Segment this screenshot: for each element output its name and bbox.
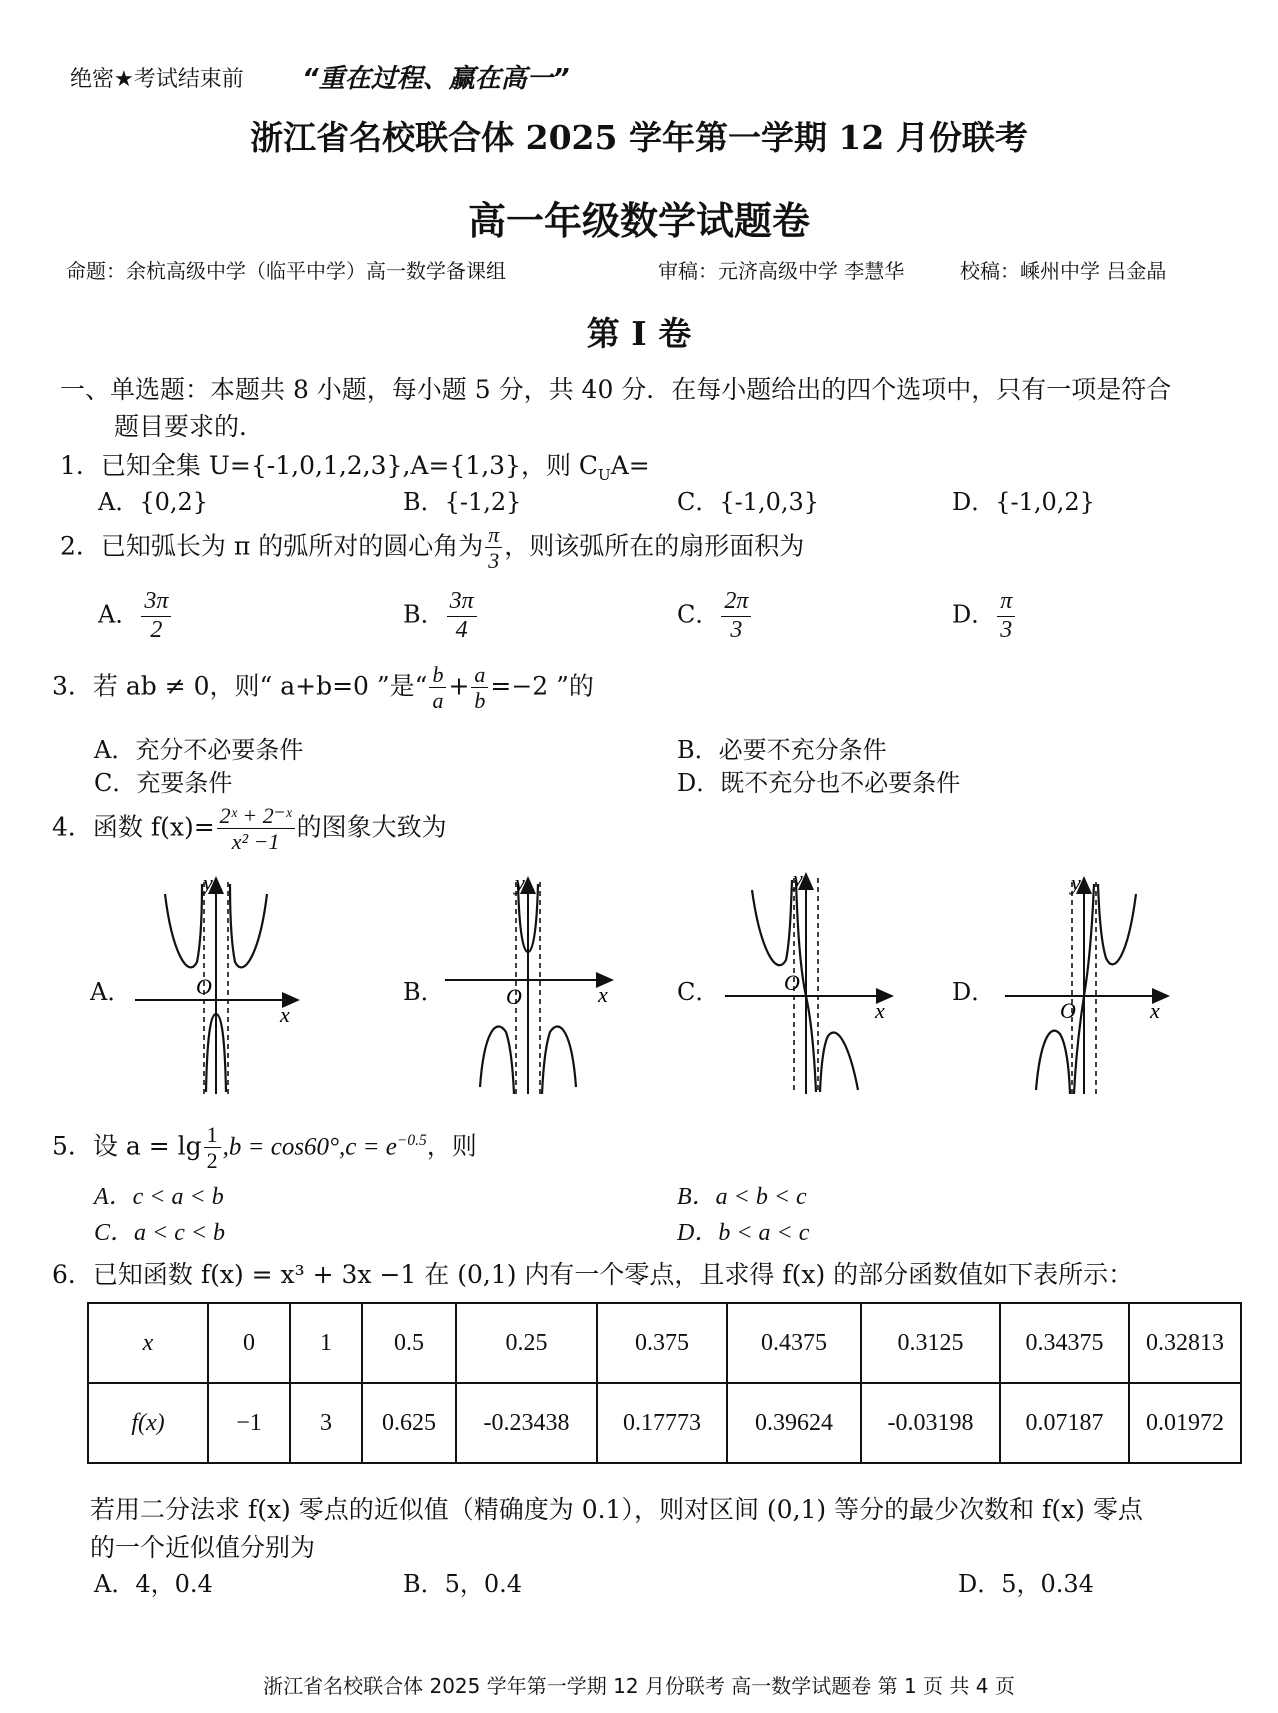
q2-option-a: A． $\frac{3\pi}{2}$ bbox=[98, 588, 173, 644]
q2-option-b: B． $\frac{3\pi}{4}$ bbox=[403, 588, 479, 644]
table-cell: 0.01972 bbox=[1129, 1383, 1241, 1463]
origin-label: O bbox=[1060, 998, 1076, 1023]
credit-mingti: 命题：余杭高级中学（临平中学）高一数学备课组 bbox=[66, 259, 506, 283]
q3-stem: 3．若 ab ≠ 0，则“ a+b=0 ”是“ $\frac{b}{a}$ + $\frac{a}{b}$ =−2 ”的 bbox=[52, 662, 594, 714]
origin-label: O bbox=[196, 974, 212, 999]
page-footer: 浙江省名校联合体 2025 学年第一学期 12 月份联考 高一数学试题卷 第 1 页 共 4 页 bbox=[263, 1674, 1015, 1698]
table-cell: 0.39624 bbox=[727, 1383, 861, 1463]
table-row-fx bbox=[88, 1383, 1241, 1463]
q6-follow-up-cont: 的一个近似值分别为 bbox=[90, 1533, 316, 1562]
q6-option-a: A．4，0.4 bbox=[94, 1570, 213, 1598]
table-cell: 0.32813 bbox=[1129, 1303, 1241, 1383]
q2-option-d: D． $\frac{\pi}{3}$ bbox=[952, 588, 1017, 644]
curve-left bbox=[752, 880, 792, 965]
y-label: y bbox=[203, 872, 213, 895]
q5-option-b: B．a < b < c bbox=[677, 1184, 807, 1210]
q1-option-b: B．{-1,2} bbox=[403, 488, 522, 516]
curve-right bbox=[1098, 884, 1136, 964]
q5-option-a: A．c < a < b bbox=[94, 1184, 224, 1210]
table-cell: 0.4375 bbox=[727, 1303, 861, 1383]
q4-label-b: B． bbox=[403, 978, 445, 1006]
q4-label-d: D． bbox=[952, 978, 996, 1006]
curve-left bbox=[480, 1027, 514, 1094]
section-heading: 一、单选题：本题共 8 小题，每小题 5 分，共 40 分．在每小题给出的四个选项中，只有一项是符合 bbox=[60, 375, 1172, 404]
y-label: y bbox=[1071, 872, 1081, 895]
curve-right bbox=[820, 1033, 858, 1092]
table-cell: 0.17773 bbox=[597, 1383, 727, 1463]
table-header-fx: f(x) bbox=[88, 1383, 208, 1463]
paper-subtitle: 高一年级数学试题卷 bbox=[467, 198, 810, 243]
table-cell: 1 bbox=[290, 1303, 362, 1383]
y-label: y bbox=[515, 872, 525, 895]
exam-title: 浙江省名校联合体 2025 学年第一学期 12 月份联考 bbox=[250, 118, 1028, 157]
table-row-x bbox=[88, 1303, 1241, 1383]
table-cell: 0.5 bbox=[362, 1303, 456, 1383]
q4-graph-c bbox=[720, 868, 900, 1097]
q3-option-a: A．充分不必要条件 bbox=[94, 736, 304, 764]
q4-stem: 4．函数 f(x)= $\frac{\text{2ˣ + 2⁻ˣ}}{\text{x² −1}}$ 的图象大致为 bbox=[52, 803, 447, 855]
q1-stem: 1．已知全集 U={-1,0,1,2,3},A={1,3}，则 $C_UA=$ bbox=[60, 451, 650, 484]
table-cell: 3 bbox=[290, 1383, 362, 1463]
curve-right bbox=[542, 1027, 576, 1094]
table-cell: 0.625 bbox=[362, 1383, 456, 1463]
slogan: “重在过程、赢在高一” bbox=[302, 64, 570, 94]
curve-left bbox=[165, 884, 202, 967]
section-heading-cont: 题目要求的． bbox=[114, 412, 265, 441]
q4-label-c: C． bbox=[677, 978, 720, 1006]
q4-graph-b bbox=[440, 872, 620, 1097]
x-label: x bbox=[1150, 998, 1160, 1023]
x-label: x bbox=[598, 982, 608, 1007]
table-cell: 0.07187 bbox=[1000, 1383, 1129, 1463]
q2-option-c: C． $\frac{2\pi}{3}$ bbox=[677, 588, 753, 644]
table-header-x: x bbox=[88, 1303, 208, 1383]
q5-stem: 5．设 a = lg $\frac{1}{2}$ $,b = \cos 60^\circ,c = e^{-0.5}$，则 bbox=[52, 1122, 477, 1174]
table-cell: 0.25 bbox=[456, 1303, 597, 1383]
curve-right bbox=[230, 884, 267, 967]
q2-stem: 2．已知弧长为 π 的弧所对的圆心角为 $\frac{\pi}{3}$ ，则该弧所在的扇形面积为 bbox=[60, 522, 805, 574]
q4-graph-a bbox=[130, 872, 305, 1097]
credit-shengao: 审稿：元济高级中学 李慧华 bbox=[658, 259, 905, 283]
origin-label: O bbox=[506, 984, 522, 1009]
origin-label: O bbox=[784, 970, 800, 995]
volume-title: 第 I 卷 bbox=[586, 314, 692, 353]
credit-jiaogao: 校稿：嵊州中学 吕金晶 bbox=[960, 259, 1167, 283]
table-cell: 0 bbox=[208, 1303, 290, 1383]
table-cell: 0.34375 bbox=[1000, 1303, 1129, 1383]
q3-option-d: D．既不充分也不必要条件 bbox=[677, 769, 961, 797]
table-cell: -0.03198 bbox=[861, 1383, 1000, 1463]
table-cell: -0.23438 bbox=[456, 1383, 597, 1463]
q1-option-a: A．{0,2} bbox=[98, 488, 209, 516]
table-cell: 0.3125 bbox=[861, 1303, 1000, 1383]
table-cell: 0.375 bbox=[597, 1303, 727, 1383]
x-label: x bbox=[280, 1002, 290, 1027]
q3-option-c: C．充要条件 bbox=[94, 769, 233, 797]
q5-option-d: D．b < a < c bbox=[677, 1220, 810, 1246]
q4-graph-d bbox=[1000, 872, 1175, 1097]
function-value-table bbox=[87, 1302, 1242, 1464]
q5-option-c: C．a < c < b bbox=[94, 1220, 226, 1246]
q6-option-d: D．5，0.34 bbox=[958, 1570, 1094, 1598]
curve-left bbox=[1036, 1031, 1070, 1094]
x-label: x bbox=[875, 998, 885, 1023]
q1-option-c: C．{-1,0,3} bbox=[677, 488, 820, 516]
y-label: y bbox=[793, 868, 803, 891]
q4-label-a: A． bbox=[90, 978, 132, 1006]
q6-stem: 6．已知函数 f(x) = x³ + 3x −1 在 (0,1) 内有一个零点，且求得 f(x) 的部分函数值如下表所示： bbox=[52, 1260, 1134, 1289]
q6-follow-up: 若用二分法求 f(x) 零点的近似值（精确度为 0.1），则对区间 (0,1) 等分的最少次数和 f(x) 零点 bbox=[90, 1495, 1143, 1524]
q6-option-b: B．5，0.4 bbox=[403, 1570, 523, 1598]
q3-option-b: B．必要不充分条件 bbox=[677, 736, 887, 764]
table-cell: −1 bbox=[208, 1383, 290, 1463]
q1-option-d: D．{-1,0,2} bbox=[952, 488, 1095, 516]
secret-label: 绝密★考试结束前 bbox=[70, 67, 244, 92]
